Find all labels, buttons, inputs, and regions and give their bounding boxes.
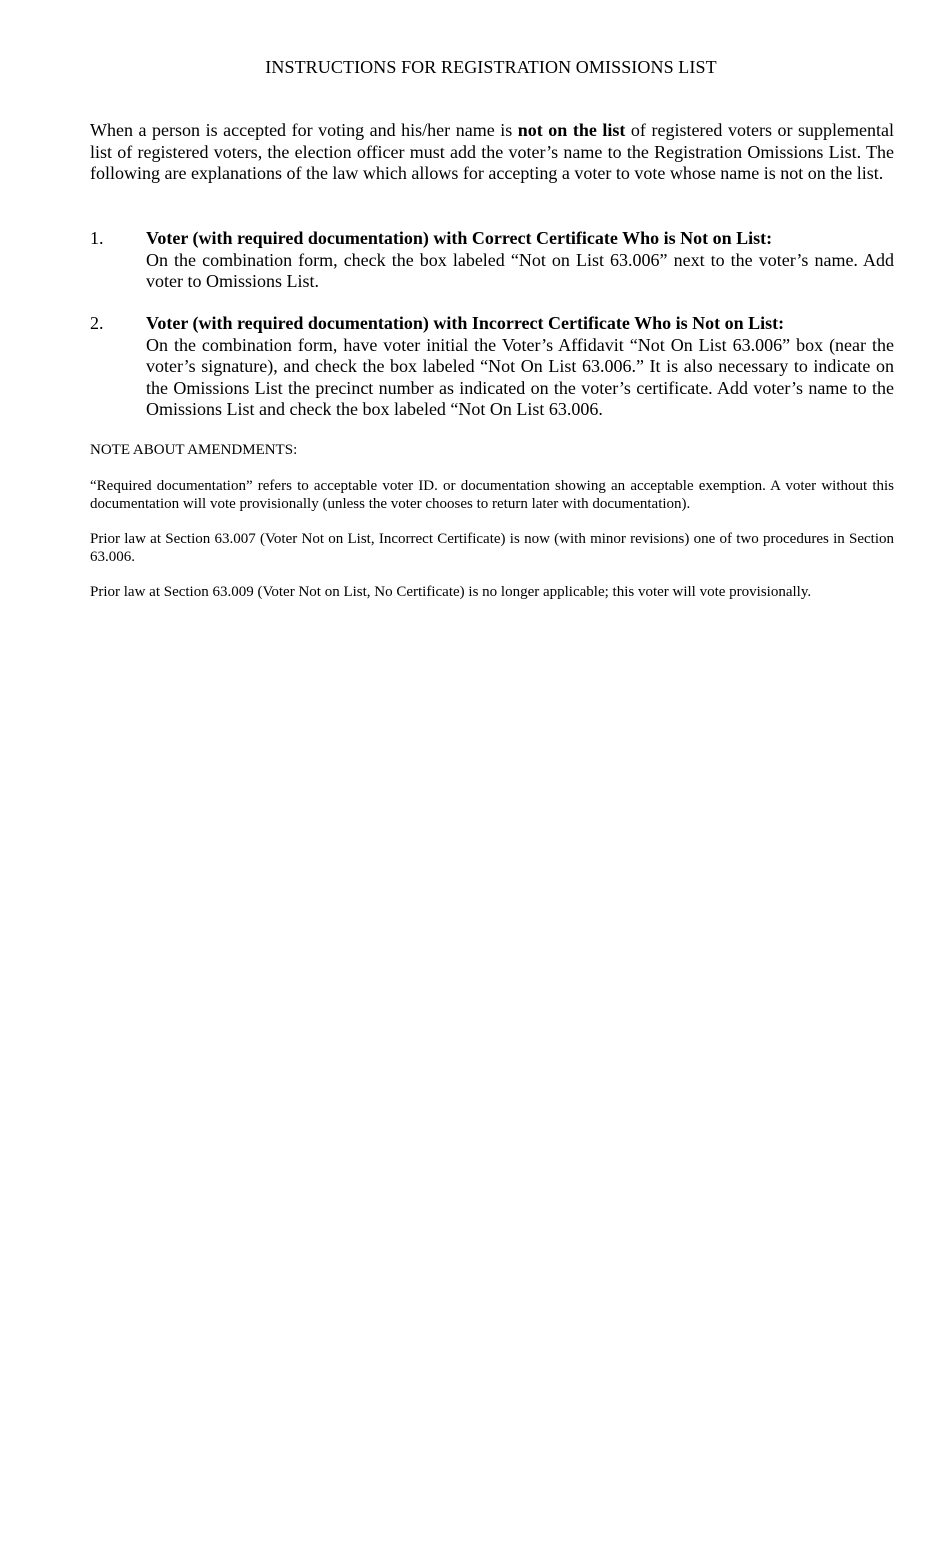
list-item-body — [146, 228, 894, 293]
note-paragraph-1: “Required documentation” refers to acceptable voter ID. or documentation showing an acceptable exemption. A voter without this documentation will vote provisionally (unless the voter chooses to return later with documentation). — [90, 478, 894, 512]
document-title: INSTRUCTIONS FOR REGISTRATION OMISSIONS LIST — [265, 57, 717, 77]
intro-paragraph — [90, 120, 894, 185]
note-heading: NOTE ABOUT AMENDMENTS: — [90, 442, 298, 458]
list-item-number: 1. — [90, 228, 104, 248]
list-item-text: On the combination form, have voter initial the Voter’s Affidavit “Not On List 63.006” box (near the voter’s signature), and check the box labeled “Not On List 63.006.” It is also necessary to indicate on the Omissions List the precinct number as indicated on the voter’s certificate. Add voter’s name to the Omissions List and check the box labeled “Not On List 63.006. — [146, 334, 894, 419]
intro-text-end: of registered voters or supplemental list of registered voters, the election officer must add the voter’s name to the Registration Omissions List. The following are explanations of the law which allows for accepting a voter to vote whose name is not on the list. — [90, 120, 894, 183]
list-item-number: 2. — [90, 313, 104, 333]
list-item-text: On the combination form, check the box labeled “Not on List 63.006” next to the voter’s name. Add voter to Omissions List. — [146, 249, 894, 291]
list-item-body — [146, 313, 894, 421]
list-item-1 — [90, 228, 894, 293]
list-item-2 — [90, 313, 894, 421]
intro-emphasis: not on the list — [517, 120, 626, 140]
note-paragraph-3: Prior law at Section 63.009 (Voter Not on List, No Certificate) is no longer applicable; this voter will vote provisionally. — [90, 584, 812, 600]
note-paragraph-2: Prior law at Section 63.007 (Voter Not on List, Incorrect Certificate) is now (with minor revisions) one of two procedures in Section 63.006. — [90, 531, 894, 565]
intro-text-start: When a person is accepted for voting and his/her name is — [90, 120, 518, 140]
list-item-heading: Voter (with required documentation) with Incorrect Certificate Who is Not on List: — [146, 313, 785, 333]
list-item-heading: Voter (with required documentation) with Correct Certificate Who is Not on List: — [146, 228, 773, 248]
